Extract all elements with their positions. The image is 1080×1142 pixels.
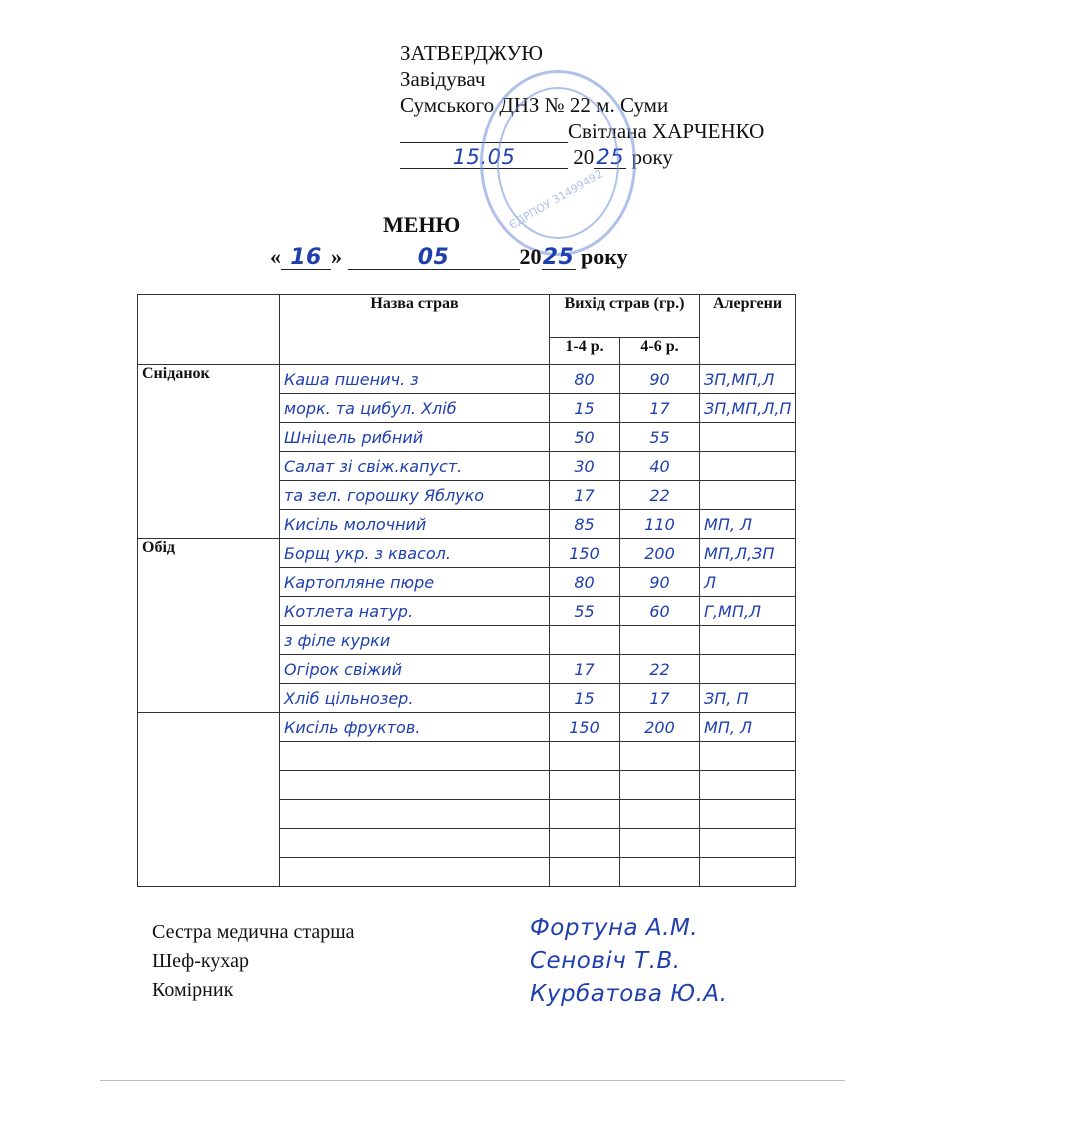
portion-4-6: 90 xyxy=(620,568,700,597)
dish-name: Каша пшенич. з xyxy=(280,365,550,394)
official-seal xyxy=(480,70,636,256)
date-open-quote: « xyxy=(270,244,281,269)
portion-4-6 xyxy=(620,771,700,800)
meal-label: Сніданок xyxy=(138,365,280,539)
meal-label: Обід xyxy=(138,539,280,713)
allergens xyxy=(700,481,796,510)
signers-list xyxy=(152,918,355,1005)
portion-4-6: 17 xyxy=(620,684,700,713)
dish-name: Салат зі свіж.капуст. xyxy=(280,452,550,481)
dish-name xyxy=(280,742,550,771)
approval-day-month: 15.05 xyxy=(400,146,568,169)
portion-1-4 xyxy=(550,742,620,771)
menu-title: МЕНЮ xyxy=(383,212,461,237)
portion-1-4 xyxy=(550,858,620,887)
menu-table xyxy=(137,294,796,887)
approval-year: 25 xyxy=(594,146,626,169)
dish-name: Кисіль молочний xyxy=(280,510,550,539)
dish-name xyxy=(280,858,550,887)
allergens: МП, Л xyxy=(700,510,796,539)
date-close-quote: » xyxy=(331,244,342,269)
signer-storekeeper-role: Комірник xyxy=(152,979,234,1001)
portion-1-4: 15 xyxy=(550,394,620,423)
meal-label-empty xyxy=(138,713,280,887)
approve-word: ЗАТВЕРДЖУЮ xyxy=(400,41,543,65)
dish-name: та зел. горошку Яблуко xyxy=(280,481,550,510)
allergens: МП, Л xyxy=(700,713,796,742)
allergens xyxy=(700,655,796,684)
portion-1-4: 85 xyxy=(550,510,620,539)
head-name: Світлана ХАРЧЕНКО xyxy=(568,119,765,143)
allergens: ЗП,МП,Л xyxy=(700,365,796,394)
allergens xyxy=(700,742,796,771)
portion-1-4: 30 xyxy=(550,452,620,481)
portion-4-6: 90 xyxy=(620,365,700,394)
portion-4-6: 22 xyxy=(620,481,700,510)
portion-4-6: 22 xyxy=(620,655,700,684)
portion-4-6: 200 xyxy=(620,713,700,742)
portion-4-6: 17 xyxy=(620,394,700,423)
menu-date xyxy=(270,244,628,270)
allergens xyxy=(700,858,796,887)
allergens xyxy=(700,626,796,655)
age-1-4-header: 1-4 р. xyxy=(550,338,620,365)
portion-1-4: 15 xyxy=(550,684,620,713)
signature-nurse: Фортуна А.М. xyxy=(530,915,699,941)
signer-nurse-role: Сестра медична старша xyxy=(152,921,355,943)
menu-day: 16 xyxy=(281,247,331,270)
age-4-6-header: 4-6 р. xyxy=(620,338,700,365)
allergens: Л xyxy=(700,568,796,597)
menu-year-suffix: року xyxy=(581,244,628,269)
page-bottom-line xyxy=(100,1080,845,1081)
allergens: Г,МП,Л xyxy=(700,597,796,626)
table-row xyxy=(138,713,796,742)
dish-name: Шніцель рибний xyxy=(280,423,550,452)
dish-name: Картопляне пюре xyxy=(280,568,550,597)
handwritten-signatures xyxy=(530,912,727,1011)
allergens xyxy=(700,771,796,800)
director-position: Завідувач xyxy=(400,67,486,91)
portion-1-4 xyxy=(550,829,620,858)
allergens: ЗП, П xyxy=(700,684,796,713)
output-header: Вихід страв (гр.) xyxy=(550,295,700,338)
institution-name: Сумського ДНЗ № 22 м. Суми xyxy=(400,93,669,117)
portion-1-4: 150 xyxy=(550,713,620,742)
portion-4-6: 40 xyxy=(620,452,700,481)
portion-1-4: 17 xyxy=(550,481,620,510)
portion-1-4: 17 xyxy=(550,655,620,684)
approval-year-prefix: 20 xyxy=(573,145,595,169)
portion-1-4: 80 xyxy=(550,568,620,597)
dish-name: Кисіль фруктов. xyxy=(280,713,550,742)
dish-name xyxy=(280,771,550,800)
portion-1-4: 50 xyxy=(550,423,620,452)
portion-1-4: 150 xyxy=(550,539,620,568)
portion-4-6 xyxy=(620,858,700,887)
dish-name xyxy=(280,829,550,858)
portion-1-4: 80 xyxy=(550,365,620,394)
portion-1-4 xyxy=(550,771,620,800)
table-row xyxy=(138,539,796,568)
dish-name-header: Назва страв xyxy=(280,295,550,365)
signature-storekeeper: Курбатова Ю.А. xyxy=(530,981,728,1007)
signature-chef: Сеновіч Т.В. xyxy=(530,948,681,974)
approval-year-suffix: року xyxy=(631,145,673,169)
dish-name: морк. та цибул. Хліб xyxy=(280,394,550,423)
dish-name: Огірок свіжий xyxy=(280,655,550,684)
dish-name: Борщ укр. з квасол. xyxy=(280,539,550,568)
menu-year-prefix: 20 xyxy=(519,244,542,269)
portion-1-4 xyxy=(550,800,620,829)
allergens: ЗП,МП,Л,П xyxy=(700,394,796,423)
signer-chef-role: Шеф-кухар xyxy=(152,950,249,972)
portion-4-6: 110 xyxy=(620,510,700,539)
portion-4-6: 60 xyxy=(620,597,700,626)
allergens xyxy=(700,800,796,829)
allergens-header: Алергени xyxy=(700,295,796,365)
portion-4-6: 55 xyxy=(620,423,700,452)
seal-text: ЄДРПОУ 31499492 xyxy=(506,167,606,232)
menu-body xyxy=(138,365,796,887)
dish-name: з філе курки xyxy=(280,626,550,655)
allergens xyxy=(700,423,796,452)
allergens: МП,Л,ЗП xyxy=(700,539,796,568)
portion-4-6: 200 xyxy=(620,539,700,568)
portion-4-6 xyxy=(620,829,700,858)
table-row xyxy=(138,365,796,394)
dish-name: Хліб цільнозер. xyxy=(280,684,550,713)
allergens xyxy=(700,829,796,858)
dish-name xyxy=(280,800,550,829)
portion-4-6 xyxy=(620,800,700,829)
menu-year: 25 xyxy=(542,245,575,270)
portion-4-6 xyxy=(620,742,700,771)
portion-4-6 xyxy=(620,626,700,655)
allergens xyxy=(700,452,796,481)
portion-1-4: 55 xyxy=(550,597,620,626)
menu-month: 05 xyxy=(348,247,520,270)
portion-1-4 xyxy=(550,626,620,655)
meal-column-header xyxy=(138,295,280,365)
dish-name: Котлета натур. xyxy=(280,597,550,626)
